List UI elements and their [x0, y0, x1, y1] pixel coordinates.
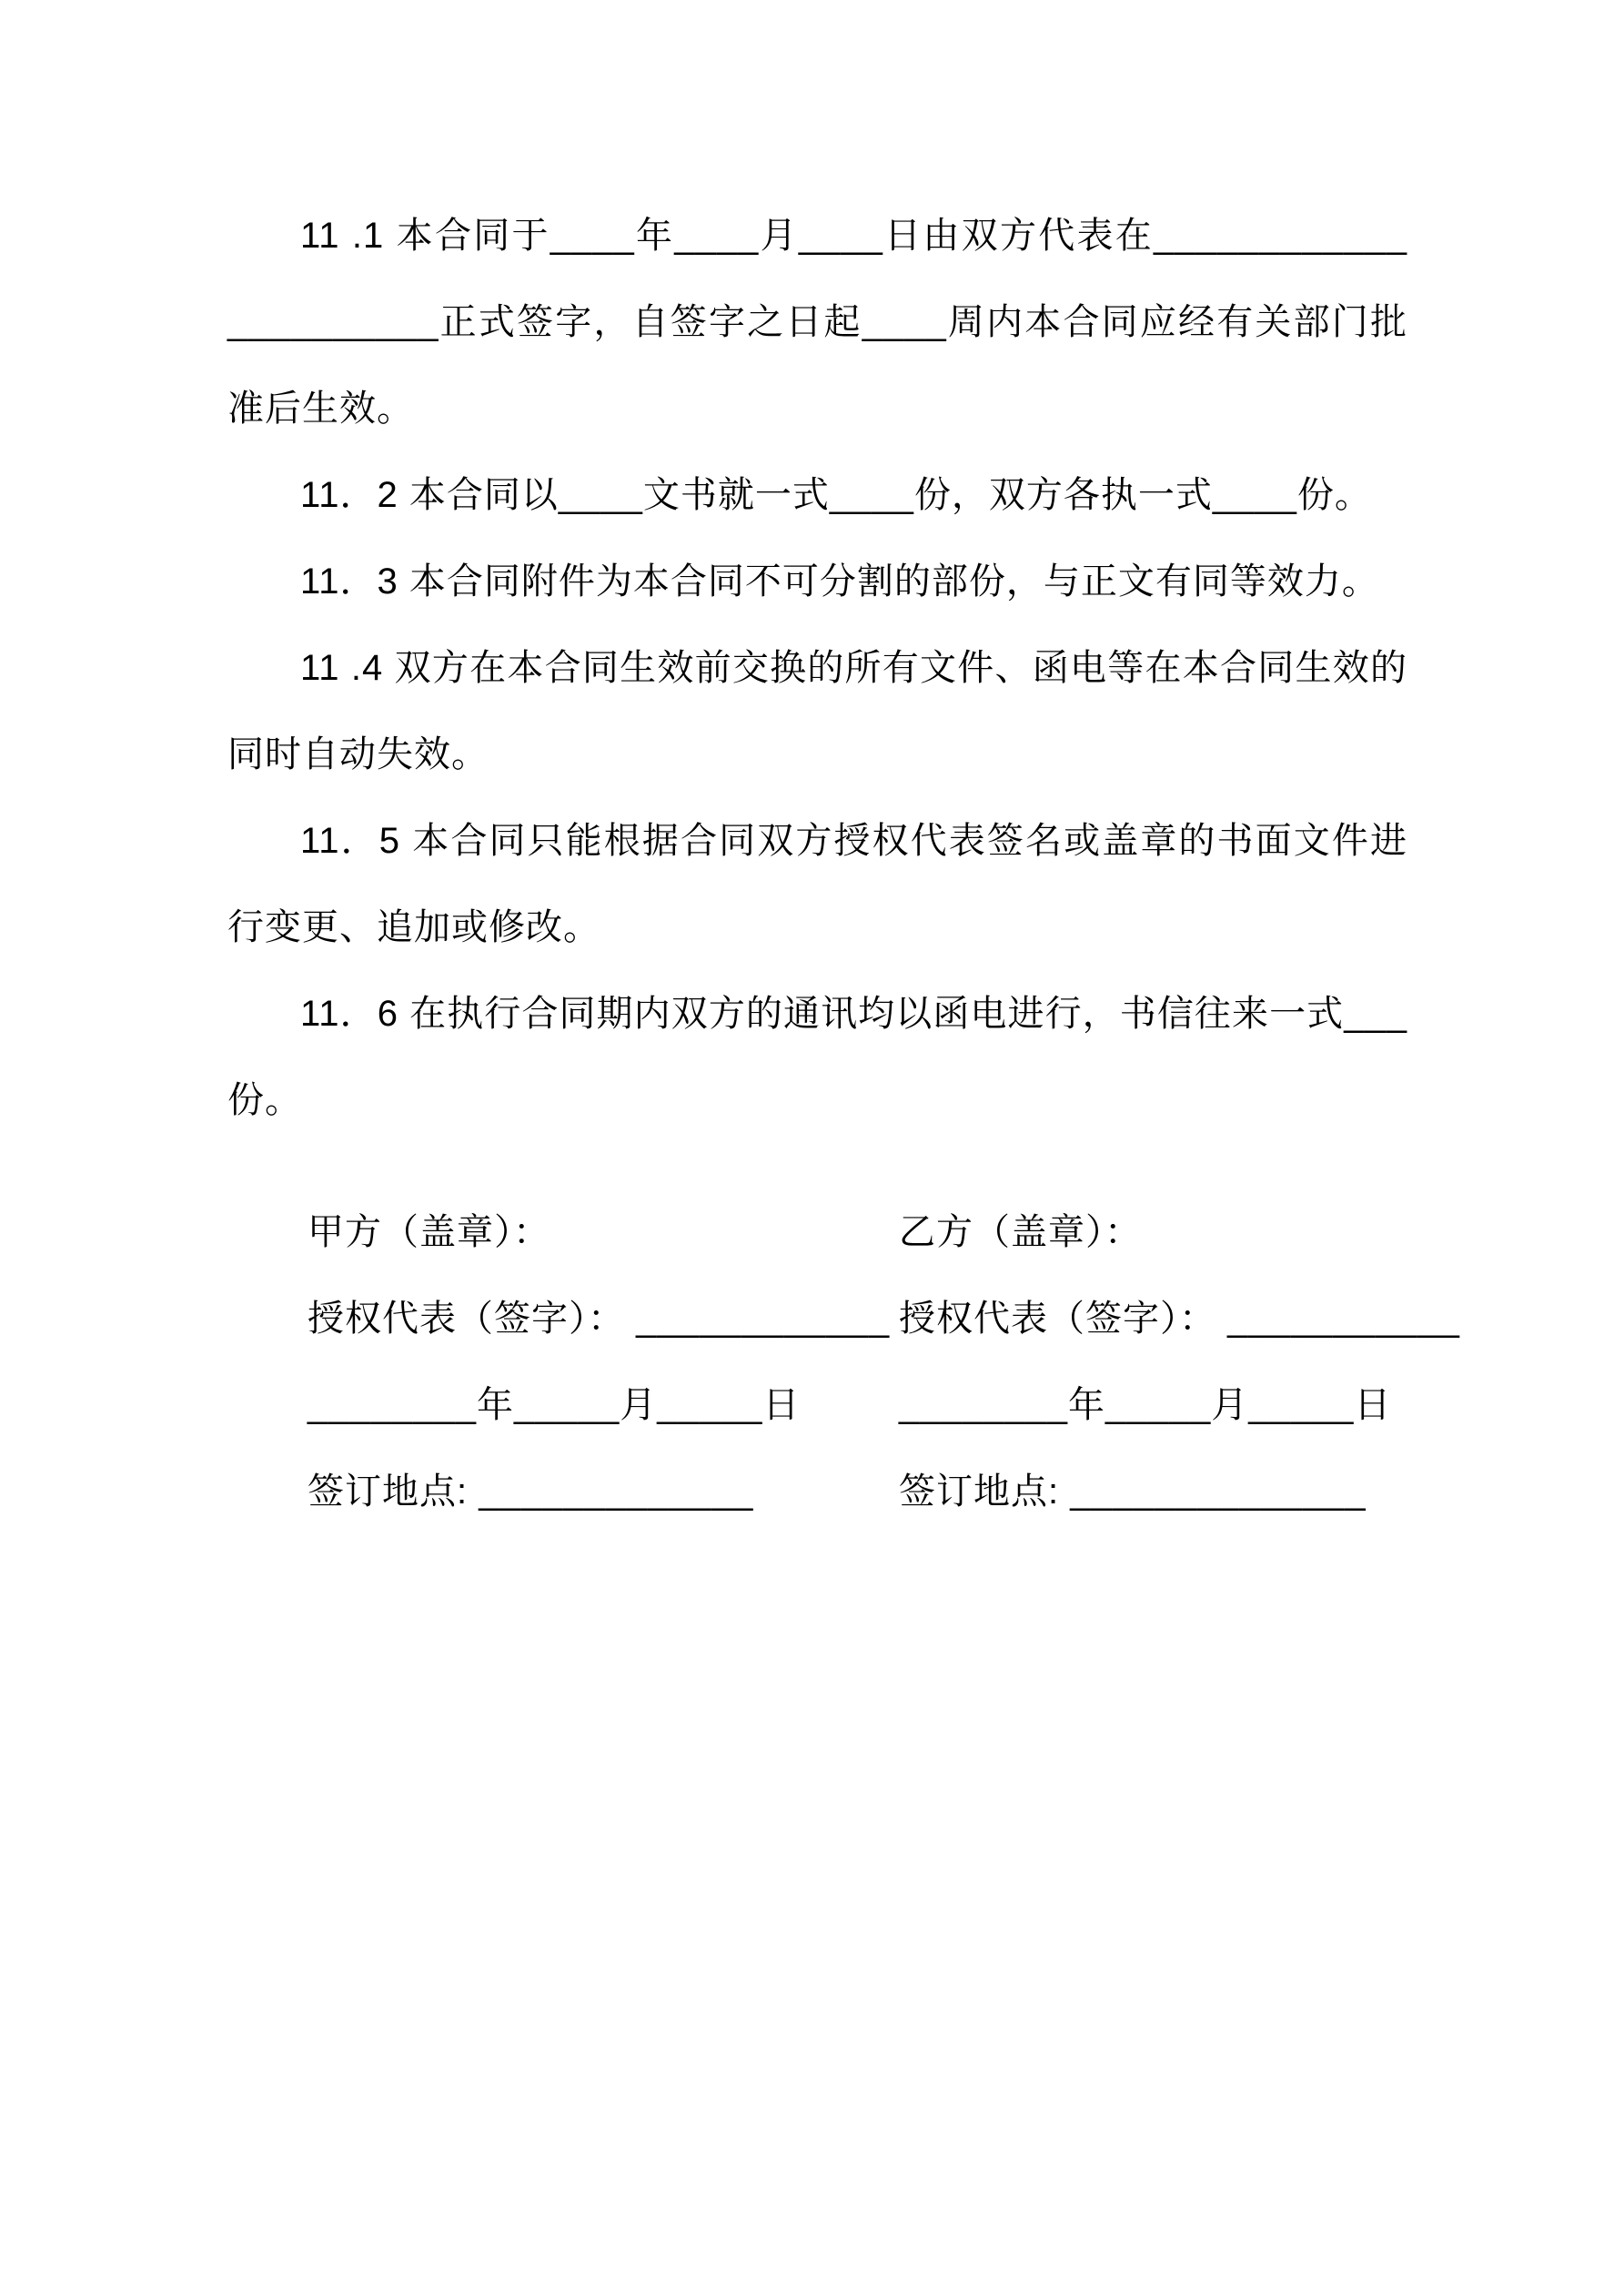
party-a-signature-column [308, 1189, 899, 1535]
clause-11-6: 11．6 在执行合同期内双方的通讯均以函电进行，书信往来一式___份。 [227, 994, 1407, 1120]
clause-11-3: 11．3 本合同附件为本合同不可分割的部份，与正文有同等效力。 [300, 561, 1379, 602]
party-b-seal-line: 乙方（盖章）： [899, 1212, 1142, 1252]
party-b-date-line: ________年_____月_____日 [899, 1385, 1392, 1425]
clause-11-4: 11 .4 双方在本合同生效前交换的所有文件、函电等在本合同生效的同时自动失效。 [227, 648, 1407, 774]
clause-11-1: 11 .1 本合同于____年____月____日由双方代表在______________________正式签字，自签字之日起____周内本合同应经有关部门批准后生效。 [227, 216, 1407, 429]
party-b-signature-column [899, 1189, 1460, 1535]
party-b-representative-line: 授权代表（签字）： ___________ [899, 1299, 1460, 1339]
party-a-location-line: 签订地点: _____________ [308, 1472, 754, 1512]
party-a-representative-line: 授权代表（签字）： ____________ [308, 1299, 891, 1339]
clause-11-2: 11．2 本合同以____文书就一式____份，双方各执一式____份。 [300, 475, 1372, 515]
signature-block [308, 1189, 1460, 1535]
clause-11-5: 11．5 本合同只能根据合同双方授权代表签名或盖章的书面文件进行变更、追加或修改。 [227, 821, 1407, 947]
party-a-seal-line: 甲方（盖章）： [308, 1212, 550, 1252]
party-a-date-line: ________年_____月_____日 [308, 1385, 801, 1425]
party-b-location-line: 签订地点: ______________ [899, 1472, 1367, 1512]
